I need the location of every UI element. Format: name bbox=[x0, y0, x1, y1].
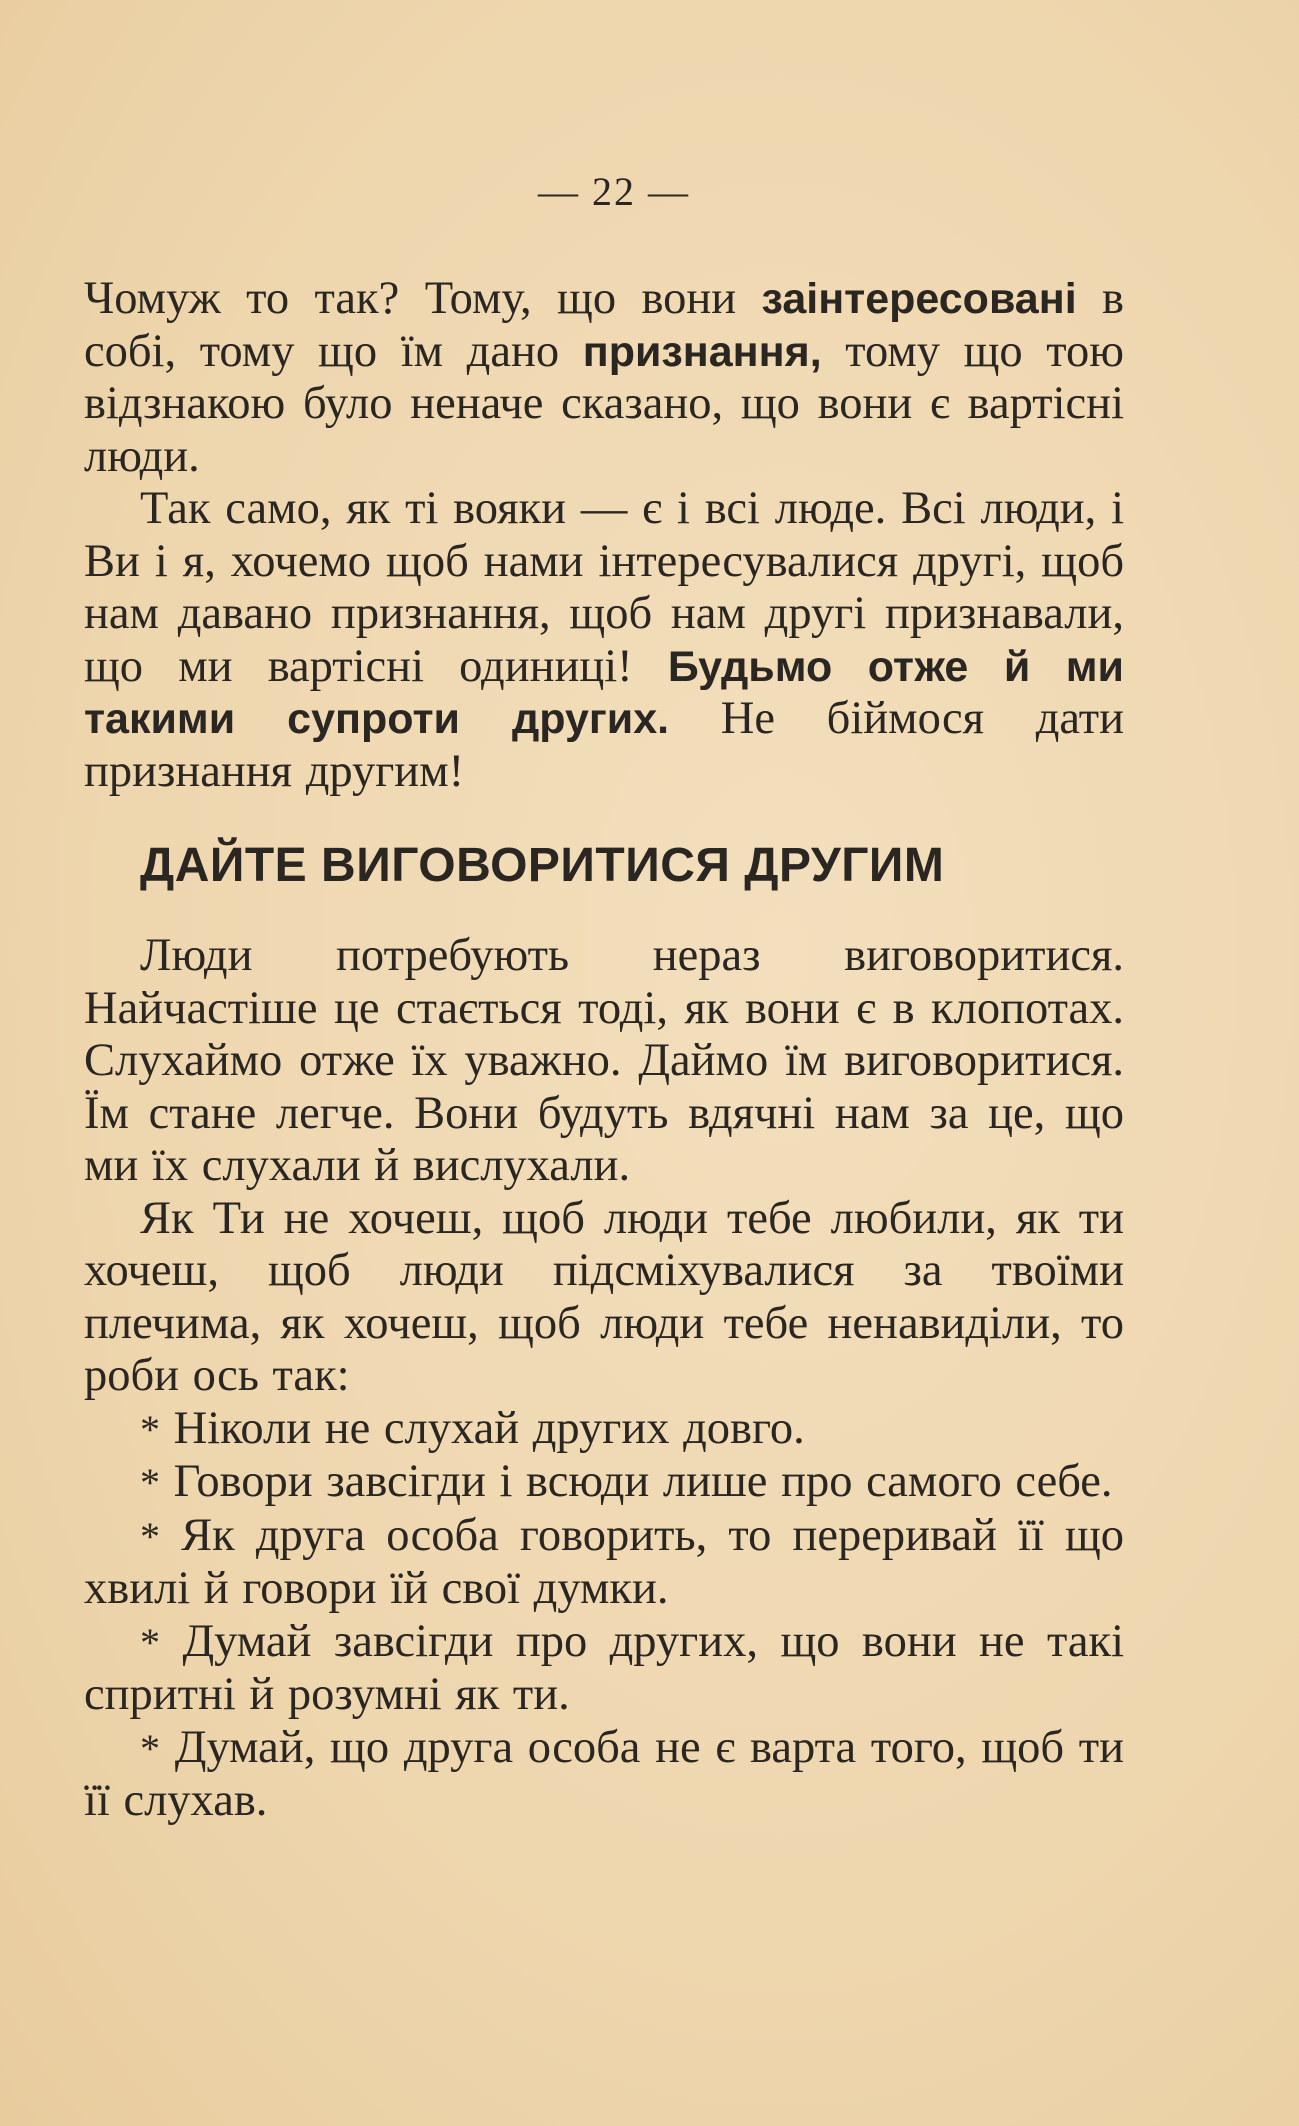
list-item-text: Думай, що друга особа не є варта того, щоб ти її слухав. bbox=[84, 1721, 1124, 1826]
paragraph-4: Як Ти не хочеш, щоб люди тебе любили, як ти хочеш, щоб люди підсміхувалися за твоїми плечима, як хочеш, щоб люди тебе ненавиділи, то роби ось так: bbox=[84, 1192, 1124, 1401]
bold-span: заінтересовані bbox=[761, 275, 1077, 323]
list-item bbox=[84, 1510, 1124, 1616]
asterisk-marker: * bbox=[140, 1513, 160, 1559]
asterisk-marker: * bbox=[140, 1725, 160, 1771]
text-span: Чомуж то так? Тому, що вони bbox=[84, 273, 762, 324]
list-item bbox=[84, 1722, 1124, 1828]
advice-list bbox=[84, 1403, 1124, 1828]
list-item bbox=[84, 1616, 1124, 1722]
list-item-text: Думай завсігди про других, що вони не такі спритні й розумні як ти. bbox=[84, 1615, 1125, 1720]
book-page bbox=[84, 168, 1124, 1828]
text-span: Не біймося дати признання другим! bbox=[84, 693, 1125, 797]
asterisk-marker: * bbox=[140, 1406, 160, 1452]
text-span: Так само, як ті вояки — є і всі люде. Всі люди, і Ви і я, хочемо щоб нами інтересувалися другі, щоб нам давано признання, щоб нам другі признавали, що ми вартісні одиниці! bbox=[84, 483, 1124, 692]
section-heading: ДАЙТЕ ВИГОВОРИТИСЯ ДРУГИМ bbox=[140, 839, 945, 892]
list-item bbox=[84, 1456, 1124, 1510]
list-item-text: Ніколи не слухай других довго. bbox=[173, 1402, 805, 1454]
list-item-text: Говори завсігди і всюди лише про самого себе. bbox=[173, 1456, 1113, 1507]
text-span: в собі, тому що їм дано bbox=[84, 273, 1124, 377]
paragraph-2 bbox=[84, 483, 1124, 798]
paragraph-3: Люди потребують нераз виговоритися. Найчастіше це стається тоді, як вони є в клопотах. Слухаймо отже їх уважно. Даймо їм виговоритися. Їм стане легче. Вони будуть вдячні нам за це, що ми їх слухали й вислухали. bbox=[84, 930, 1124, 1191]
bold-span: признання, bbox=[582, 327, 822, 376]
bold-span: Будьмо отже й ми такими супроти других. bbox=[84, 642, 1124, 743]
list-item-text: Як друга особа говорить, то переривай її що хвилі й говори їй свої думки. bbox=[84, 1509, 1124, 1614]
page-number: — 22 — bbox=[538, 169, 690, 214]
asterisk-marker: * bbox=[140, 1619, 160, 1665]
list-item bbox=[84, 1403, 1124, 1457]
paragraph-1 bbox=[84, 273, 1124, 483]
text-span: тому що тою відзнакою було неначе сказано, що вони є вартісні люди. bbox=[84, 325, 1124, 482]
asterisk-marker: * bbox=[140, 1460, 160, 1505]
